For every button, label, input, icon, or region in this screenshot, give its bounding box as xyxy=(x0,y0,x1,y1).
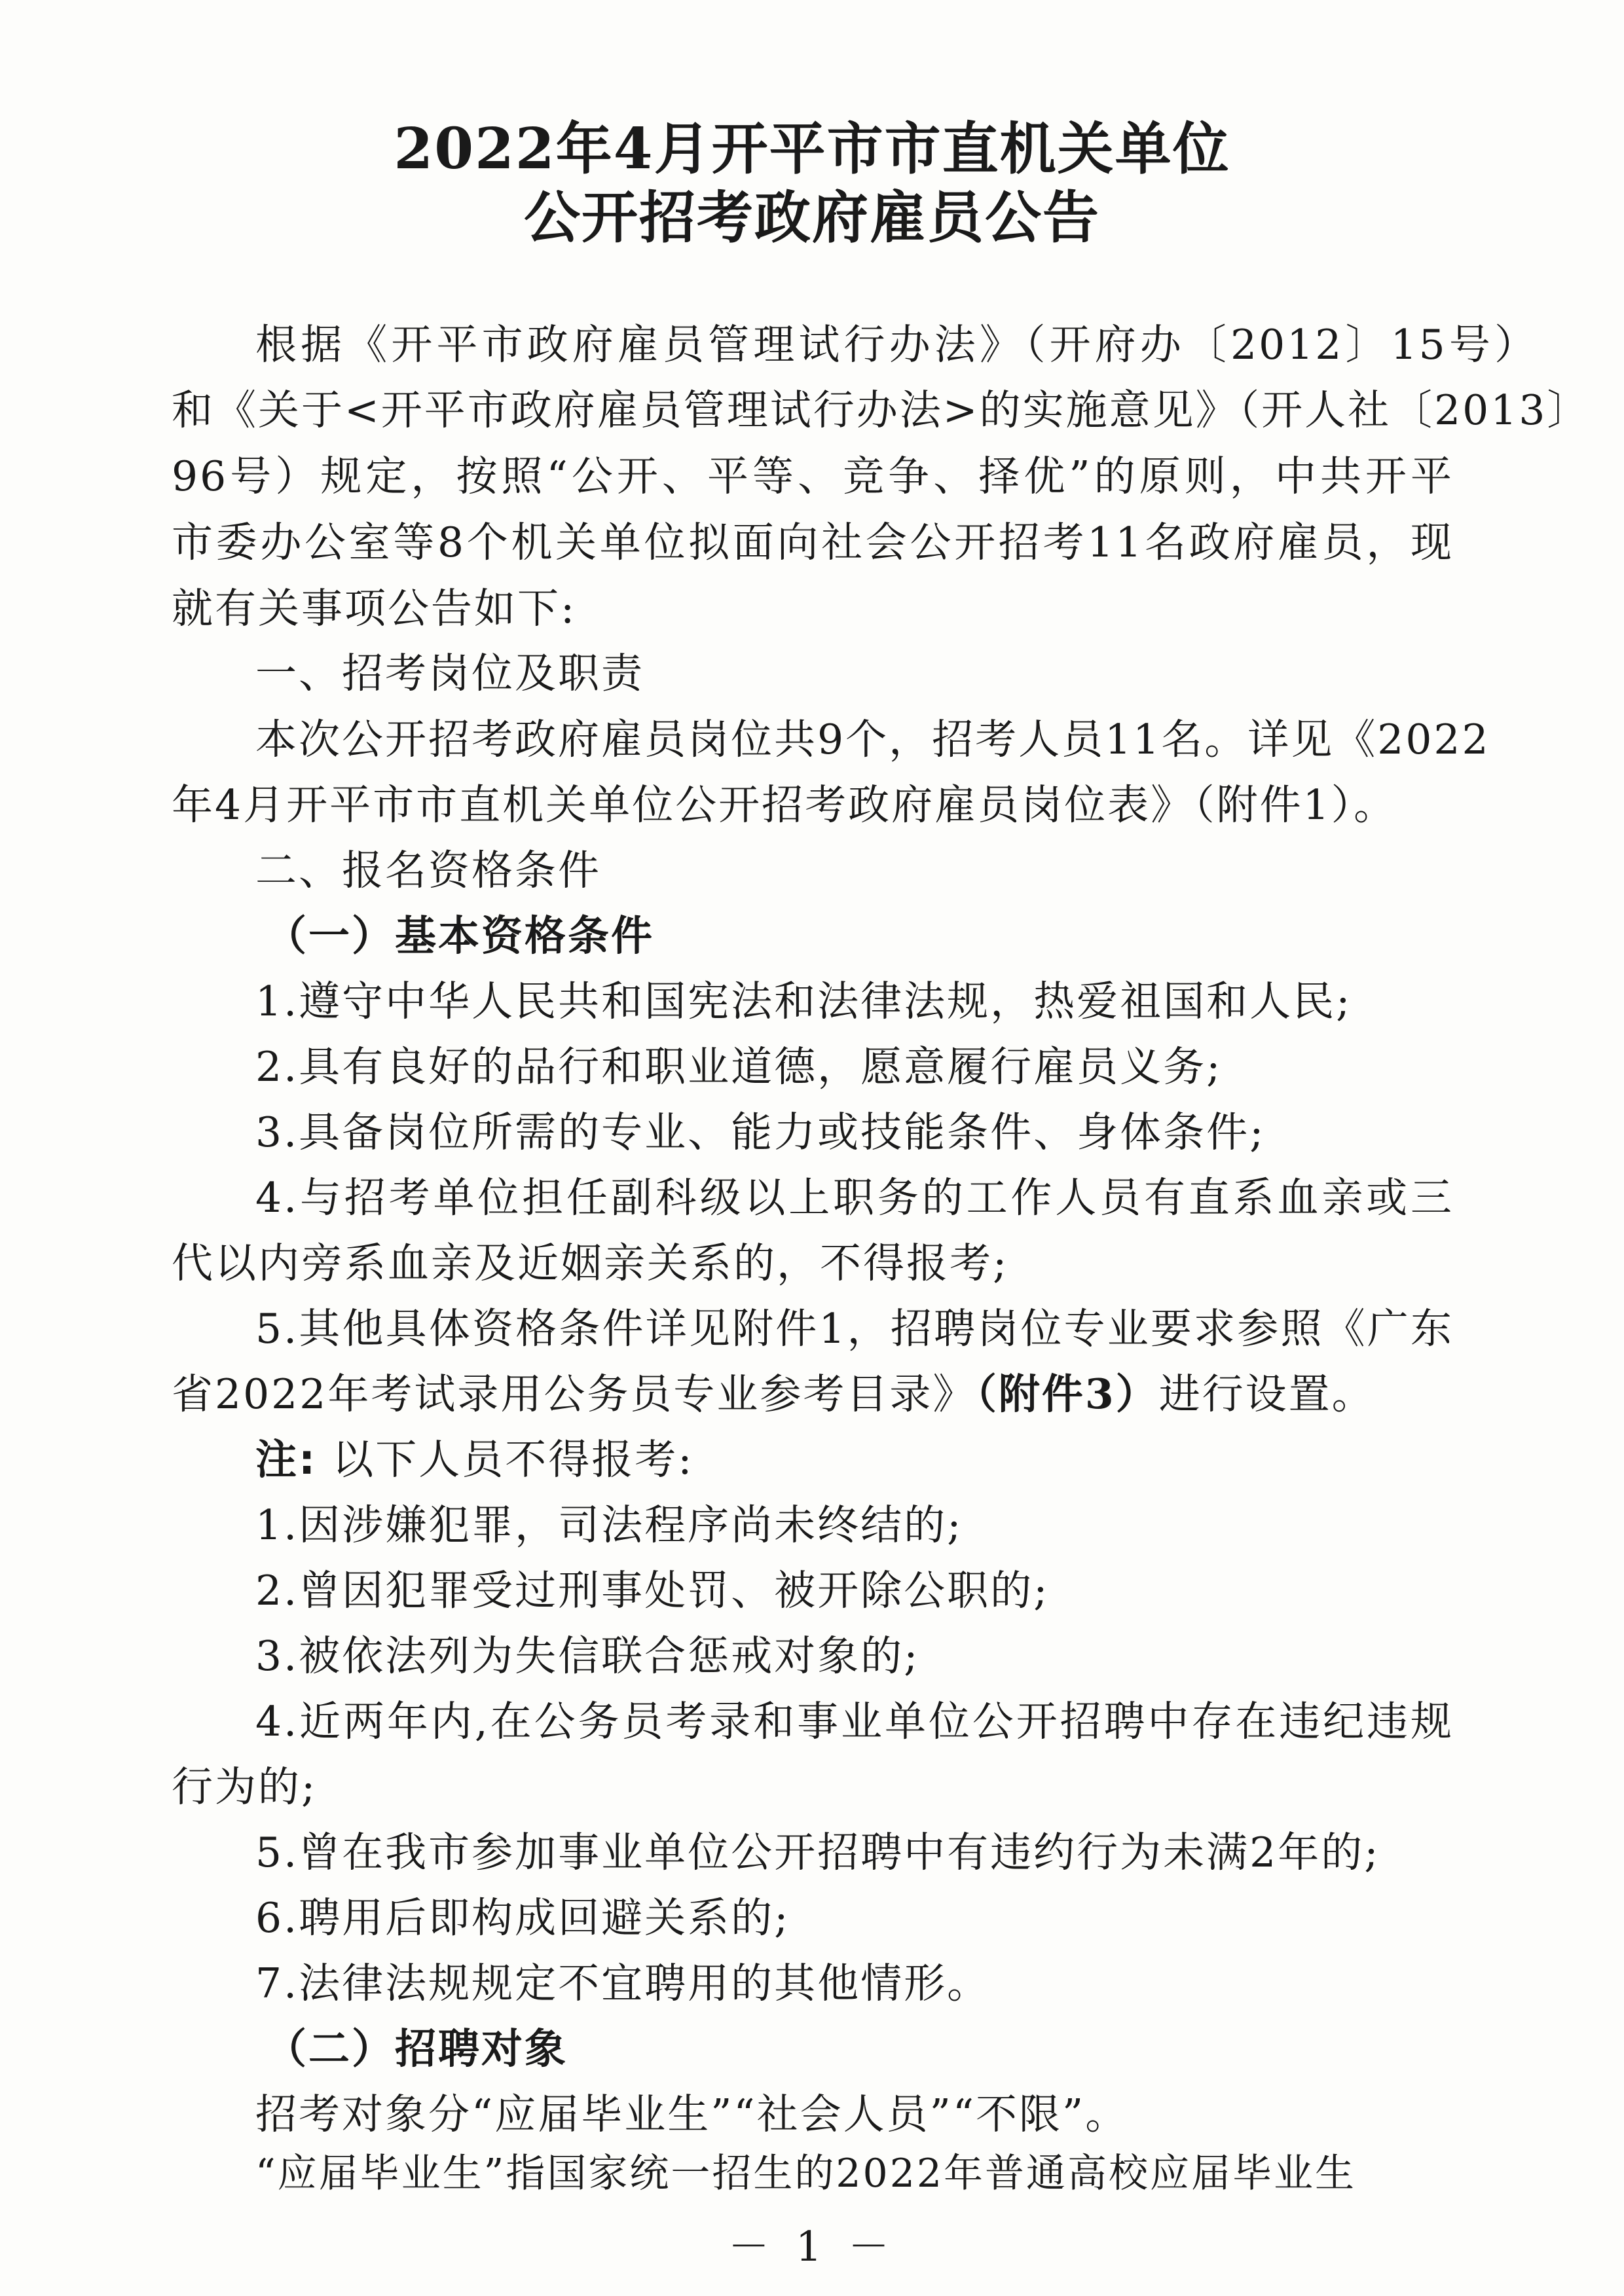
basic-condition-item-last xyxy=(172,1370,1375,1418)
note-text: 以下人员不得报考: xyxy=(332,1436,694,1484)
intro-line: 和《关于<开平市政府雇员管理试行办法>的实施意见》（开人社〔2013〕 xyxy=(172,386,1591,434)
excluded-item: 7.法律法规规定不宜聘用的其他情形。 xyxy=(255,1959,991,2007)
basic-condition-item: 5.其他具体资格条件详见附件1，招聘岗位专业要求参照《广东 xyxy=(255,1305,1454,1353)
basic-condition-item: 3.具备岗位所需的专业、能力或技能条件、身体条件; xyxy=(255,1108,1266,1156)
excluded-item: 3.被依法列为失信联合惩戒对象的; xyxy=(255,1632,920,1680)
basic-condition-item: 代以内旁系血亲及近姻亲关系的，不得报考; xyxy=(172,1239,1009,1287)
note-label: 注: xyxy=(255,1436,318,1484)
subsection-2-heading: （二）招聘对象 xyxy=(265,2025,568,2073)
excluded-item: 2.曾因犯罪受过刑事处罚、被开除公职的; xyxy=(255,1567,1050,1614)
basic-condition-text: 省2022年考试录用公务员专业参考目录》 xyxy=(172,1370,976,1418)
section-1-body-line: 本次公开招考政府雇员岗位共9个，招考人员11名。详见《2022 xyxy=(255,716,1490,763)
basic-condition-item: 2.具有良好的品行和职业道德，愿意履行雇员义务; xyxy=(255,1043,1223,1091)
section-1-heading: 一、招考岗位及职责 xyxy=(255,649,644,697)
intro-line: 根据《开平市政府雇员管理试行办法》（开府办〔2012〕15号） xyxy=(255,321,1538,369)
excluded-item: 1.因涉嫌犯罪，司法程序尚未终结的; xyxy=(255,1501,963,1549)
section-1-body-line: 年4月开平市市直机关单位公开招考政府雇员岗位表》（附件1）。 xyxy=(172,781,1397,829)
page-number: － 1 － xyxy=(728,2223,896,2270)
document-title-line-1: 2022年4月开平市市直机关单位 xyxy=(394,116,1230,182)
excluded-item: 5.曾在我市参加事业单位公开招聘中有违约行为未满2年的; xyxy=(255,1829,1380,1876)
excluded-item: 行为的; xyxy=(172,1763,318,1811)
excluded-item: 6.聘用后即构成回避关系的; xyxy=(255,1894,790,1942)
target-line: “应届毕业生”指国家统一招生的2022年普通高校应届毕业生 xyxy=(255,2151,1357,2196)
intro-line: 市委办公室等8个机关单位拟面向社会公开招考11名政府雇员，现 xyxy=(172,519,1454,566)
subsection-1-heading: （一）基本资格条件 xyxy=(265,912,654,960)
basic-condition-text: 进行设置。 xyxy=(1158,1370,1375,1418)
basic-condition-item: 4.与招考单位担任副科级以上职务的工作人员有直系血亲或三 xyxy=(255,1174,1454,1222)
note-line xyxy=(255,1436,694,1484)
intro-line: 就有关事项公告如下: xyxy=(172,585,577,632)
section-2-heading: 二、报名资格条件 xyxy=(255,847,601,894)
target-line: 招考对象分“应届毕业生”“社会人员”“不限”。 xyxy=(255,2090,1129,2138)
intro-line: 96号）规定，按照“公开、平等、竞争、择优”的原则，中共开平 xyxy=(172,452,1454,500)
attachment-3-reference: （附件3） xyxy=(976,1370,1159,1418)
excluded-item: 4.近两年内,在公务员考录和事业单位公开招聘中存在违纪违规 xyxy=(255,1698,1454,1745)
basic-condition-item: 1.遵守中华人民共和国宪法和法律法规，热爱祖国和人民; xyxy=(255,977,1352,1025)
document-title-line-2: 公开招考政府雇员公告 xyxy=(524,185,1100,251)
